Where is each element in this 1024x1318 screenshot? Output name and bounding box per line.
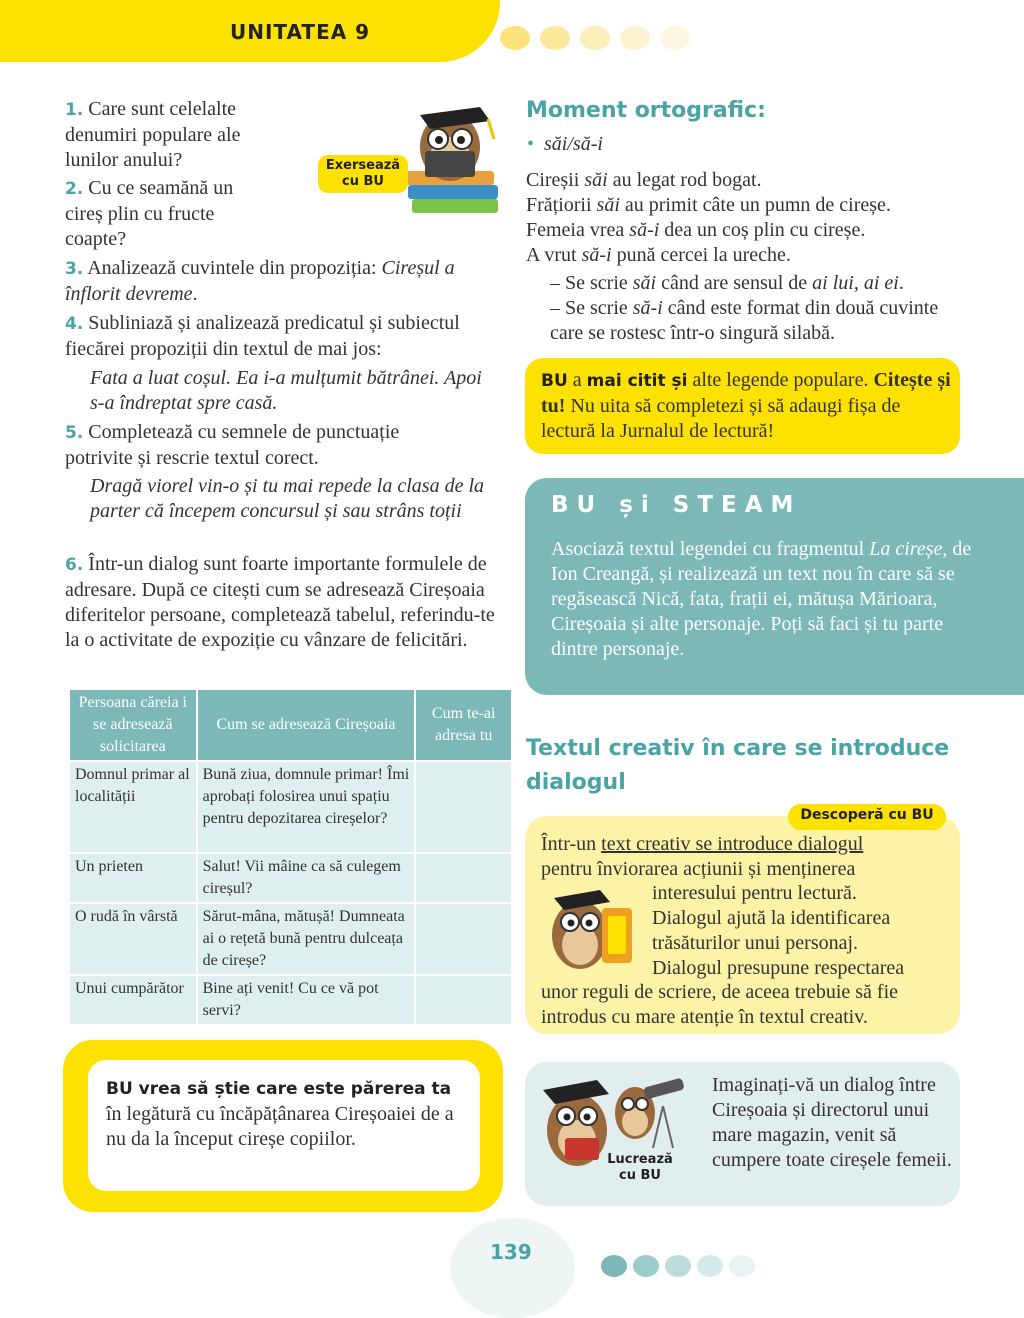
- table-cell-address: Sărut-mâna, mătușă! Dumneata ai o rețetă bună pentru dulceața de cireșe?: [198, 904, 415, 974]
- header-dot: [500, 26, 530, 50]
- footer-dot: [601, 1255, 627, 1277]
- exercise-4-example: Fata a luat coșul. Ea i-a mulțumit bătrânei. Apoi s-a îndreptat spre casă.: [90, 367, 482, 414]
- exercise-number: 2.: [65, 179, 84, 199]
- table-row: [70, 762, 511, 852]
- bu-opinion-rest: în legătură cu încăpățânarea Cireșoaiei de a nu da la început cireșe copiilor.: [106, 1103, 454, 1150]
- exercise-text: Subliniază și analizează predicatul și subiectul fiecărei propoziții din textul de mai jos:: [65, 312, 460, 360]
- reading-text: BU a mai citit și alte legende populare. Citește și tu! Nu uita să completezi și să adaugi fișa de lectură la Jurnalul de lectură!: [541, 369, 951, 442]
- exercise-number: 1.: [65, 100, 84, 120]
- discover-tag-label: Descoperă cu BU: [800, 807, 934, 823]
- exercise-number: 6.: [65, 555, 84, 575]
- practice-tag-line2: cu BU: [342, 174, 384, 189]
- exercise-quote: Cireșul a înflorit devreme: [65, 257, 455, 305]
- table-cell-yours[interactable]: [416, 762, 511, 852]
- table-cell-address: Salut! Vii mâine ca să culegem cireșul?: [198, 854, 415, 902]
- exercise-6: [65, 552, 495, 653]
- steam-text: Asociază textul legendei cu fragmentul La cireșe, de Ion Creangă, și realizează un text nou în care să se regăsească Nică, fata, frații ei, mătușa Mărioara, Cireșoaia și alte personaje. Poți să faci și tu parte dintre personaje.: [551, 538, 972, 660]
- work-tag: [600, 1152, 680, 1184]
- exercise-5: [65, 420, 465, 471]
- exercise-4: [65, 311, 510, 362]
- work-tag-line2: cu BU: [619, 1168, 661, 1183]
- table-cell-person: Un prieten: [70, 854, 196, 902]
- orthography-rule-1: – Se scrie săi când are sensul de ai lui, ai ei.: [550, 272, 904, 294]
- bu-opinion-text: [106, 1076, 466, 1152]
- table-row: [70, 976, 511, 1024]
- orthography-examples: [526, 168, 986, 268]
- steam-title: BU și STEAM: [551, 492, 802, 518]
- table-cell-person: Unui cumpărător: [70, 976, 196, 1024]
- table-cell-yours[interactable]: [416, 854, 511, 902]
- exercise-5-example: Dragă viorel vin-o și tu mai repede la clasa de la parter că începem concursul și sau strâns toții: [90, 475, 485, 522]
- practice-tag-line1: Exersează: [325, 158, 401, 173]
- header-dot: [540, 26, 570, 50]
- orthography-bullet: săi/să-i: [544, 133, 603, 155]
- footer-dot: [697, 1255, 723, 1277]
- page-number: 139: [490, 1240, 532, 1264]
- table-row: [70, 854, 511, 902]
- orthography-line: Femeia vrea să-i dea un coș plin cu cireșe.: [526, 219, 866, 241]
- creative-line-5: trăsăturilor unui personaj.: [652, 932, 859, 954]
- orthography-line: Frățiorii săi au primit câte un pumn de cireșe.: [526, 194, 891, 216]
- creative-line-1: Într-un text creativ se introduce dialogul: [541, 833, 864, 855]
- creative-line-4: Dialogul ajută la identificarea: [652, 907, 891, 929]
- header-dot: [580, 26, 610, 50]
- addressing-table: [68, 688, 513, 1026]
- table-header: Cum se adresează Cireșoaia: [198, 690, 415, 760]
- table-cell-yours[interactable]: [416, 904, 511, 974]
- orthography-bullet-row: [527, 132, 603, 157]
- bullet-icon: •: [527, 133, 535, 155]
- owl-book-icon: [540, 880, 645, 975]
- table-cell-yours[interactable]: [416, 976, 511, 1024]
- footer-dot: [729, 1255, 755, 1277]
- exercise-number: 3.: [65, 259, 84, 279]
- header-dot: [620, 26, 650, 50]
- owl-book-illustration: [540, 880, 645, 975]
- table-cell-person: O rudă în vârstă: [70, 904, 196, 974]
- exercise-text: Cu ce seamănă un cireș plin cu fructe coapte?: [65, 177, 234, 250]
- creative-title: Textul creativ în care se introduce dialogul: [526, 736, 950, 795]
- footer-dot: [633, 1255, 659, 1277]
- page-number-circle: [450, 1218, 575, 1318]
- orthography-title: Moment ortografic:: [526, 98, 766, 123]
- bu-opinion-lead: BU vrea să știe care este părerea ta: [106, 1079, 452, 1099]
- table-cell-person: Domnul primar al localității: [70, 762, 196, 852]
- creative-line-6: Dialogul presupune respectarea: [652, 957, 905, 979]
- practice-tag: [318, 155, 408, 193]
- table-cell-address: Bună ziua, domnule primar! Îmi aprobați folosirea unui spațiu pentru depozitarea cireșelor?: [198, 762, 415, 852]
- orthography-line: A vrut să-i pună cercei la ureche.: [526, 244, 791, 266]
- exercise-end: .: [192, 283, 198, 305]
- unit-title: UNITATEA 9: [230, 20, 371, 44]
- table-header: Persoana căreia i se adresează solicitarea: [70, 690, 196, 760]
- creative-line-7: unor reguli de scriere, de aceea trebuie să fie introdus cu mare atenție în textul creativ.: [541, 981, 899, 1028]
- exercise-2: [65, 176, 265, 252]
- work-tag-line1: Lucrează: [607, 1152, 673, 1167]
- orthography-line: Cireșii săi au legat rod bogat.: [526, 169, 762, 191]
- table-cell-address: Bine ați venit! Cu ce vă pot servi?: [198, 976, 415, 1024]
- exercise-text: Completează cu semnele de punctuație potrivite și rescrie textul corect.: [65, 421, 400, 469]
- exercise-1: [65, 97, 270, 173]
- header-dot: [660, 26, 690, 50]
- table-row: [70, 904, 511, 974]
- footer-dot: [665, 1255, 691, 1277]
- orthography-rule-2: – Se scrie să-i când este format din două cuvinte care se rostesc într-o singură silabă.: [550, 297, 939, 344]
- work-text: Imaginați-vă un dialog între Cireșoaia și directorul unui mare magazin, venit să cumpere toate cireșele femeii.: [712, 1074, 952, 1171]
- exercise-number: 4.: [65, 314, 84, 334]
- exercise-3: [65, 256, 505, 307]
- exercise-text: Într-un dialog sunt foarte importante formulele de adresare. După ce citești cum se adresează Cireșoaia diferitelor persoane, completează tabelul, referindu-te la o activitate de expoziție cu vânzare de felicitări.: [65, 553, 495, 651]
- exercise-text: Care sunt celelalte denumiri populare ale lunilor anului?: [65, 98, 241, 171]
- exercise-text: Analizează cuvintele din propoziția:: [87, 257, 382, 279]
- creative-line-2: pentru înviorarea acțiunii și menținerea: [541, 858, 856, 880]
- creative-line-3: interesului pentru lectură.: [652, 882, 857, 904]
- table-header: Cum te-ai adresa tu: [416, 690, 511, 760]
- exercise-number: 5.: [65, 423, 84, 443]
